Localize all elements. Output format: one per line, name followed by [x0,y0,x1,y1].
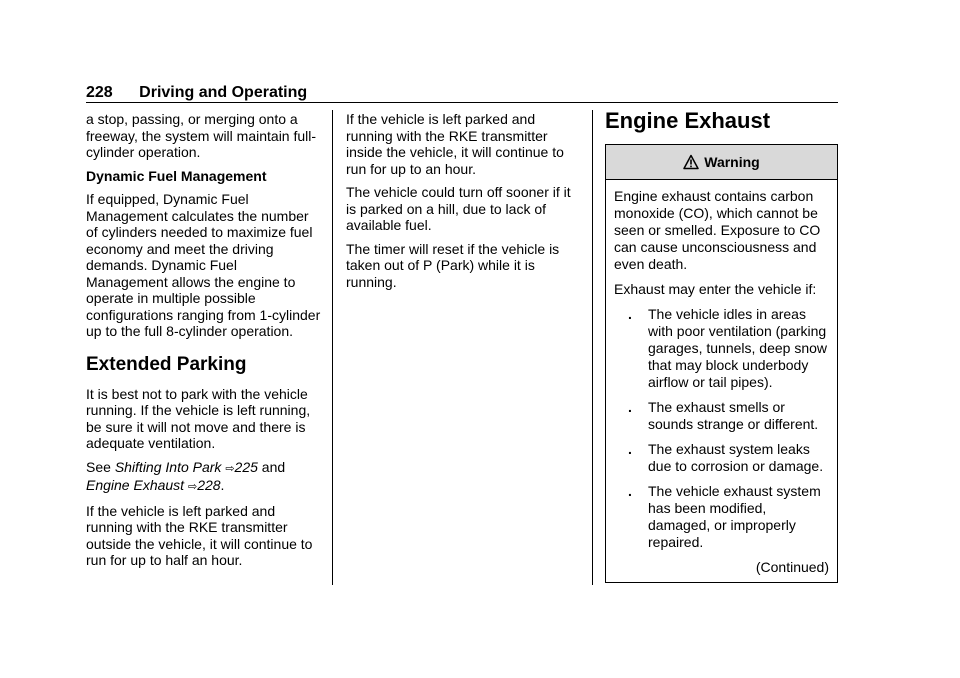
bullet-glyph: . [628,306,632,322]
bullet-text: The exhaust smells or sounds strange or different. [648,399,819,432]
column-3 [605,108,838,583]
warning-body [606,180,837,582]
column-divider-1 [332,110,333,585]
cross-reference-paragraph [86,459,322,496]
period-text: . [220,477,225,493]
bullet-text: The exhaust system leaks due to corrosion or damage. [648,441,824,474]
xref-shifting-into-park[interactable]: Shifting Into Park [114,458,222,475]
paragraph: If equipped, Dynamic Fuel Management calculates the number of cylinders needed to maximize fuel economy and meet the driving demands. Dynamic Fuel Management allows the engine to operate in multiple possible configurations ranging from 1-cylinder up to the full 8-cylinder operation. [86,191,321,339]
warning-paragraph: Engine exhaust contains carbon monoxide (CO), which cannot be seen or smelled. Exposure to CO can cause unconsciousness and even death. [614,188,821,272]
continued-label: (Continued) [755,559,829,575]
bullet-text: The vehicle exhaust system has been modified, damaged, or improperly repaired. [648,483,821,550]
column-2 [346,111,582,297]
paragraph: The vehicle could turn off sooner if it is parked on a hill, due to lack of available fuel. [346,184,571,233]
list-item [614,306,829,391]
warning-triangle-icon [683,154,699,170]
paragraph: If the vehicle is left parked and running with the RKE transmitter outside the vehicle, it will continue to run for up to half an hour. [86,502,313,568]
paragraph: It is best not to park with the vehicle running. If the vehicle is left running, be sure it will not move and there is adequate ventilation. [86,385,311,451]
list-item [614,399,829,433]
page-arrow-icon: ⇨ [225,462,235,475]
header-rule [86,102,838,103]
xref-page-228[interactable]: 228 [197,477,221,493]
bullet-glyph: . [628,483,632,499]
subheading-dynamic-fuel-management: Dynamic Fuel Management [86,167,267,184]
section-title: Driving and Operating [139,84,308,101]
page-arrow-icon: ⇨ [187,481,198,493]
xref-engine-exhaust[interactable]: Engine Exhaust [86,477,185,493]
column-divider-2 [592,110,593,585]
warning-box [605,144,838,583]
warning-bullet-list [614,306,829,551]
list-item [614,483,829,551]
warning-label: Warning [704,153,760,170]
and-text: and [257,458,286,475]
bullet-glyph: . [628,441,632,457]
paragraph: If the vehicle is left parked and running with the RKE transmitter inside the vehicle, it will continue to run for up to an hour. [346,111,564,177]
list-item [614,441,829,475]
page-number: 228 [86,84,113,101]
paragraph: a stop, passing, or merging onto a freeway, the system will maintain full-cylinder operation. [86,111,317,160]
bullet-glyph: . [628,399,632,415]
warning-header [606,145,837,180]
warning-paragraph: Exhaust may enter the vehicle if: [614,281,817,297]
see-text: See [86,458,115,475]
heading-extended-parking: Extended Parking [86,353,247,375]
xref-page-225[interactable]: 225 [234,458,258,475]
bullet-text: The vehicle idles in areas with poor ventilation (parking garages, tunnels, deep snow that may block underbody airflow or tail pipes). [648,306,828,390]
column-1 [86,111,322,576]
page-header [86,84,307,102]
paragraph: The timer will reset if the vehicle is taken out of P (Park) while it is running. [346,240,560,290]
heading-engine-exhaust: Engine Exhaust [605,108,771,133]
